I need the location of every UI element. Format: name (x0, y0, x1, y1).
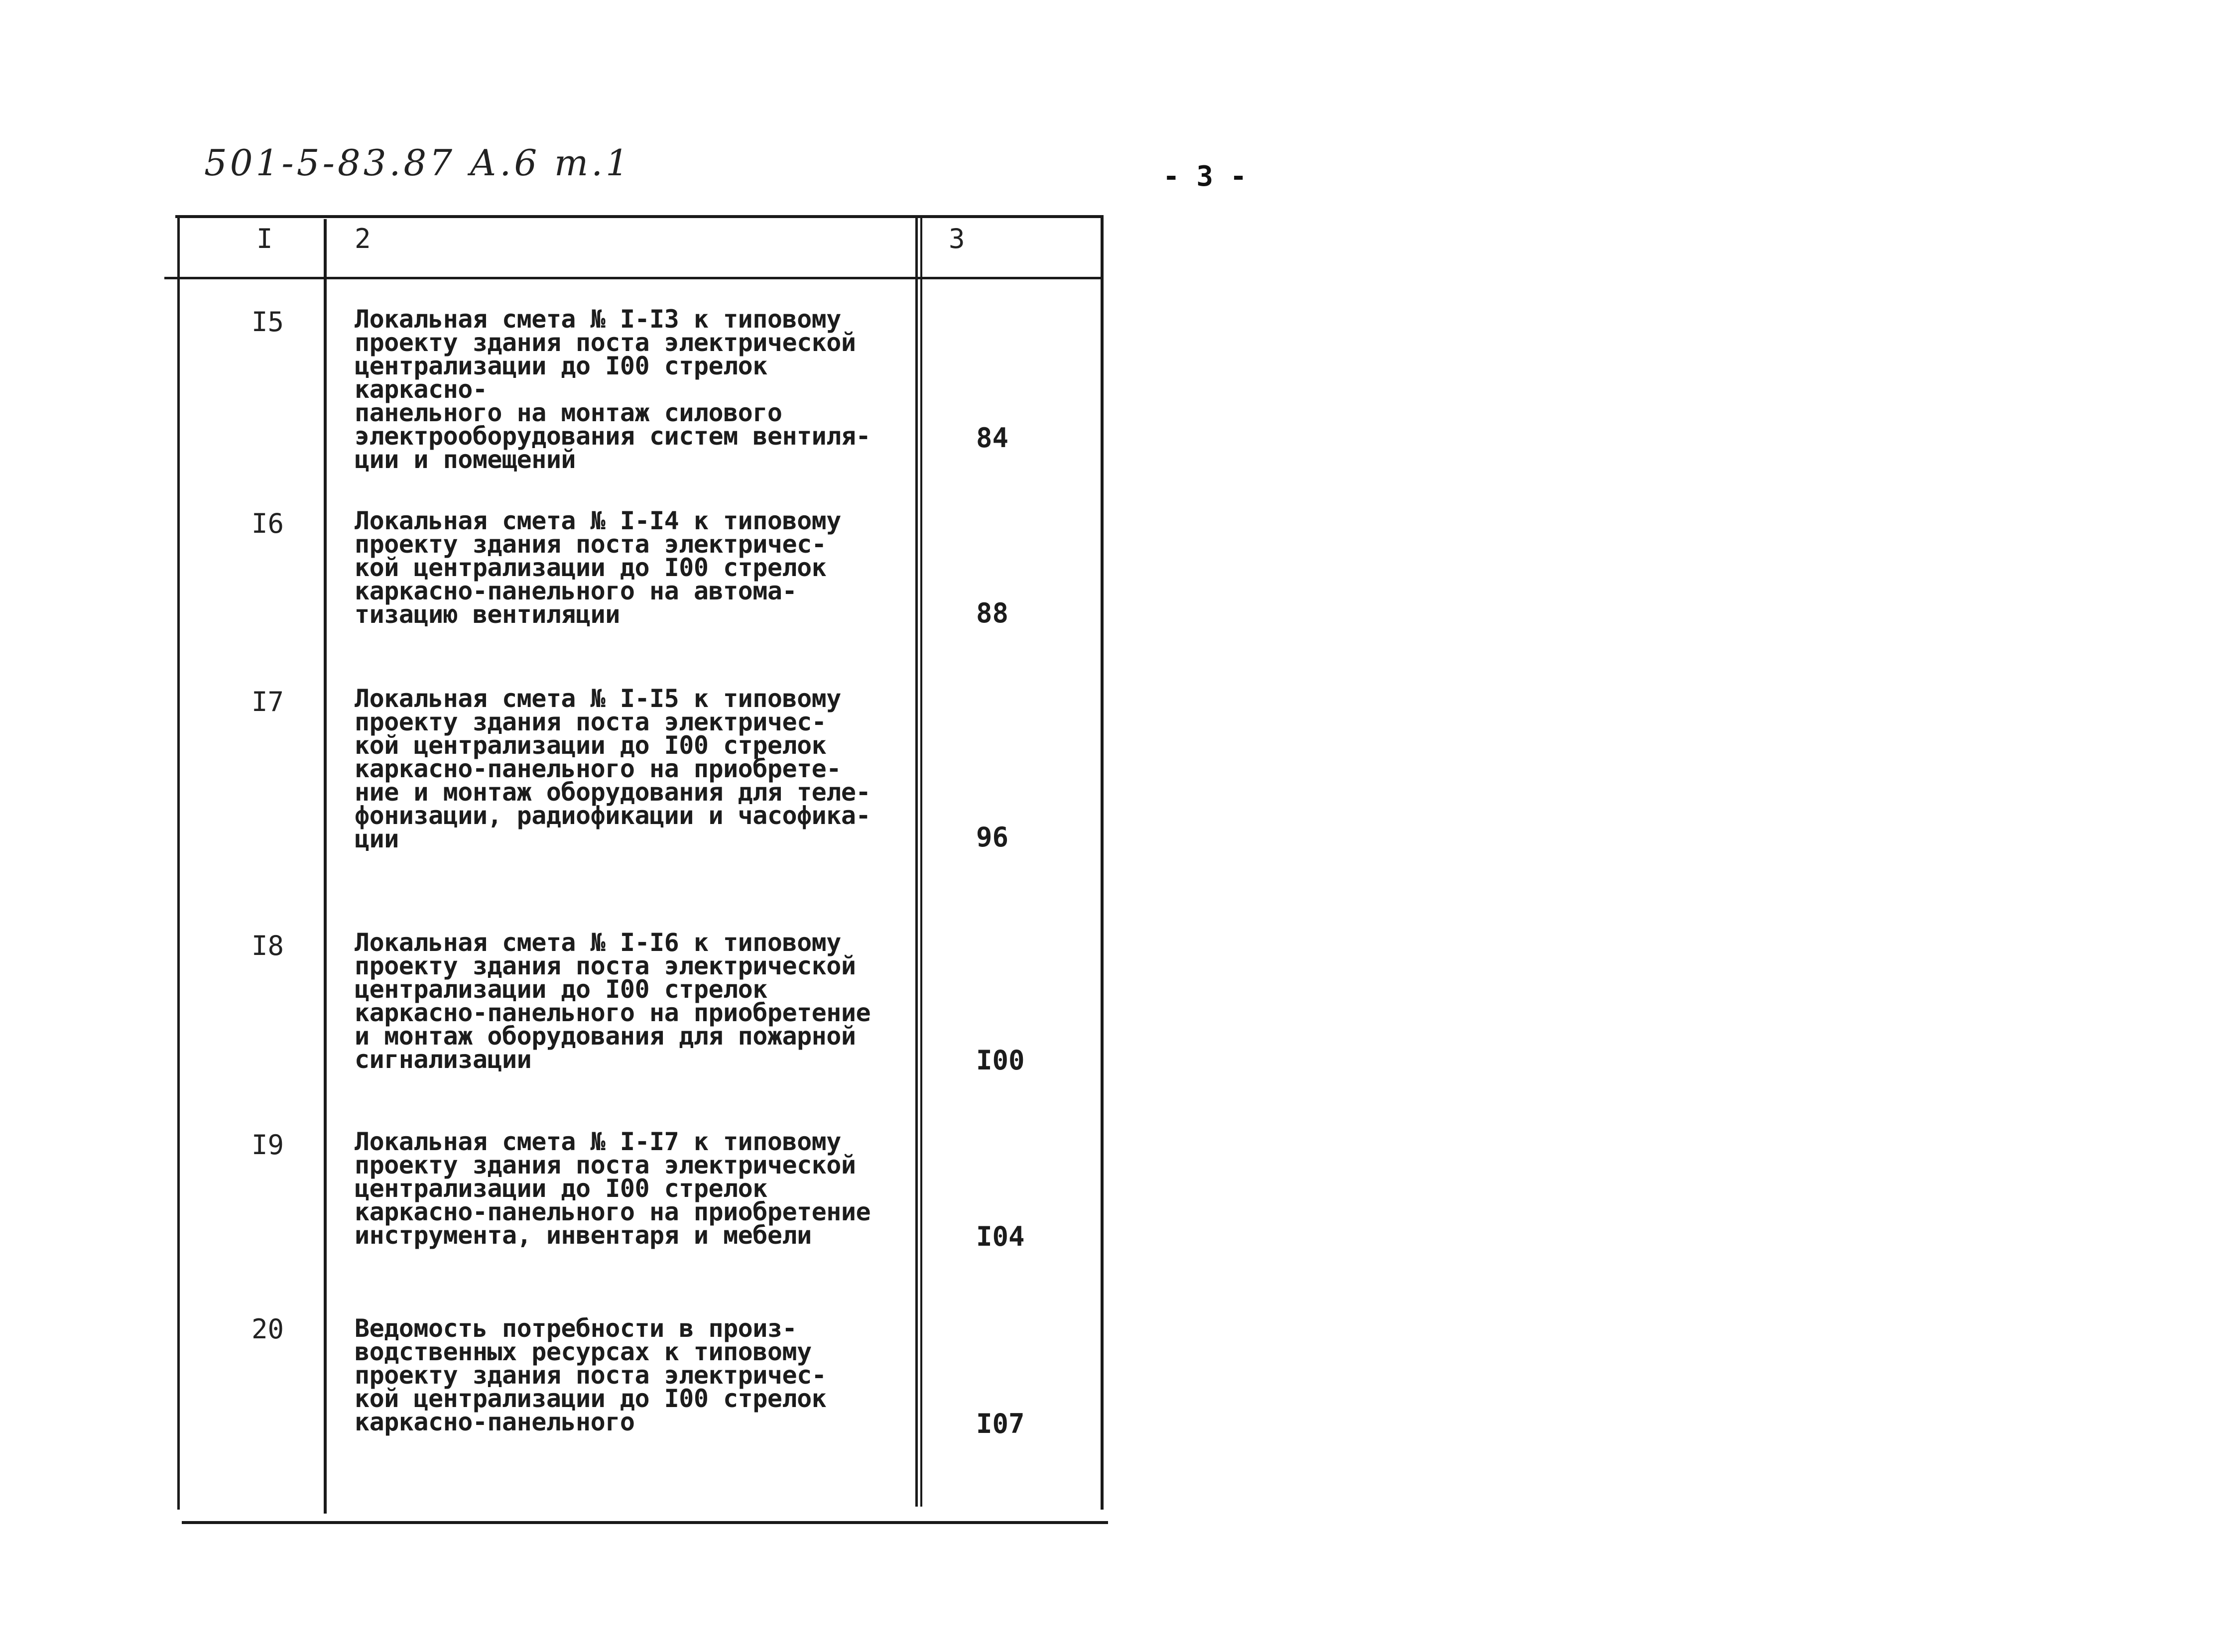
row-page: I04 (976, 1221, 1025, 1252)
table-header-border (164, 277, 1104, 279)
table-right-border (1101, 215, 1104, 1510)
row-number: I5 (251, 306, 284, 338)
row-page: 88 (976, 597, 1009, 629)
row-page: 96 (976, 822, 1009, 853)
row-number: I6 (251, 508, 284, 539)
document-code: 501-5-83.87 А.6 т.1 (204, 142, 631, 184)
row-description: Локальная смета № I-I5 к типовому проекту здания поста электричес- кой централизации до I00 стрелок каркасно-панельного на приобрете- ние и монтаж оборудования для теле- фонизации, радиофикации и часофика- ции (355, 684, 871, 853)
row-number: I9 (251, 1129, 284, 1161)
table-left-border (177, 215, 180, 1510)
table-column-divider-1 (324, 219, 327, 1514)
row-description: Локальная смета № I-I6 к типовому проекту здания поста электрической централизации до I00 стрелок каркасно-панельного на приобретение и монтаж оборудования для пожарной сигнализации (355, 928, 871, 1074)
row-description: Локальная смета № I-I7 к типовому проекту здания поста электрической централизации до I00 стрелок каркасно-панельного на приобретение инструмента, инвентаря и мебели (355, 1127, 871, 1250)
table-column-divider-2b (920, 217, 922, 1507)
row-number: I8 (251, 930, 284, 961)
row-description: Локальная смета № I-I3 к типовому проекту здания поста электрической централизации до I00 стрелок каркасно- панельного на монтаж силового электрооборудования систем вентиля- ции и помещений (355, 305, 871, 474)
row-number: I7 (251, 686, 284, 717)
row-page: I07 (976, 1408, 1025, 1439)
row-page: I00 (976, 1045, 1025, 1076)
row-page: 84 (976, 422, 1009, 454)
page-number: - 3 - (1163, 160, 1247, 193)
table-column-divider-2 (915, 217, 918, 1507)
column-header-number: I (256, 223, 273, 254)
table-top-border (175, 215, 1104, 218)
row-description: Локальная смета № I-I4 к типовому проекту здания поста электричес- кой централизации до I00 стрелок каркасно-панельного на автома- тизацию вентиляции (355, 506, 841, 629)
row-number: 20 (251, 1313, 284, 1345)
row-description: Ведомость потребности в произ- водственных ресурсах к типовому проекту здания поста электричес- кой централизации до I00 стрелок каркасно-панельного (355, 1314, 827, 1436)
table-bottom-border (182, 1521, 1108, 1524)
column-header-page: 3 (949, 223, 965, 254)
column-header-description: 2 (355, 223, 371, 254)
